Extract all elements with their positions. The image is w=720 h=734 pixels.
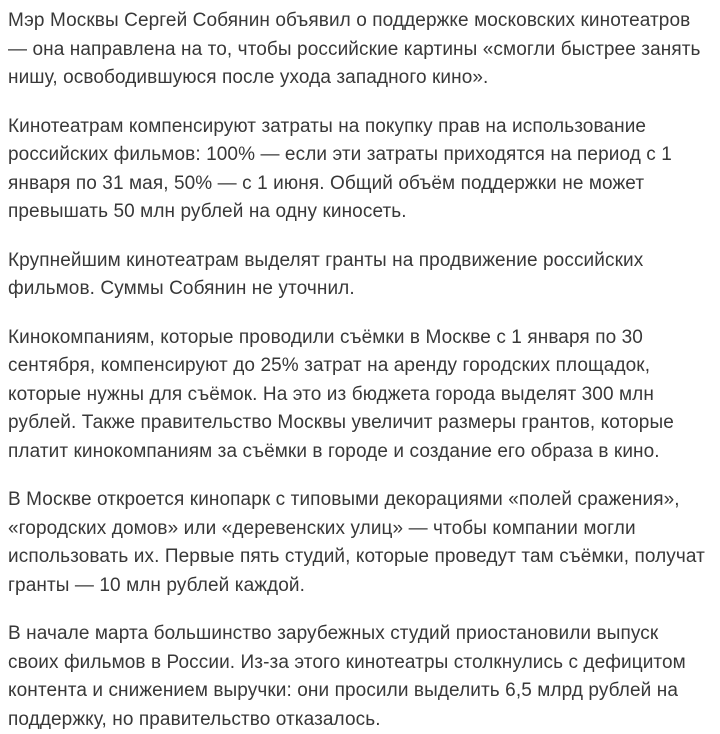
article-paragraph-cinema-park: В Москве откроется кинопарк с типовыми декорациями «полей сражения», «городских домов» или «деревенских улиц» — чтобы компании могли использовать их. Первые пять студий, которые проведут там съёмки, получат гранты — 10 млн рублей каждой. [8,489,705,596]
article-paragraph-intro: Мэр Москвы Сергей Собянин объявил о поддержке московских кинотеатров — она направлена на то, чтобы российские картины «смогли быстрее занять нишу, освободившуюся после ухода западного кино». [8,10,701,88]
article-paragraph-background: В начале марта большинство зарубежных студий приостановили выпуск своих фильмов в России. Из-за этого кинотеатры столкнулись с дефицитом контента и снижением выручки: они просили выделить 6,5 млрд рублей на поддержку, но правительство отказалось. [8,623,686,730]
article-paragraph-compensation: Кинотеатрам компенсируют затраты на покупку прав на использование российских фильмов: 100% — если эти затраты приходятся на период с 1 января по 31 мая, 50% — с 1 июня. Общий объём поддержки не может превышать 50 млн рублей на одну киносеть. [8,115,672,222]
article-paragraph-grants: Крупнейшим кинотеатрам выделят гранты на продвижение российских фильмов. Суммы Собянин не уточнил. [8,249,644,299]
article-paragraph-film-companies: Кинокомпаниям, которые проводили съёмки в Москве с 1 января по 30 сентября, компенсируют до 25% затрат на аренду городских площадок, которые нужны для съёмок. На это из бюджета города выделят 300 млн рублей. Также правительство Москвы увеличит размеры грантов, которые платит кинокомпаниям за съёмки в городе и создание его образа в кино. [8,326,674,462]
